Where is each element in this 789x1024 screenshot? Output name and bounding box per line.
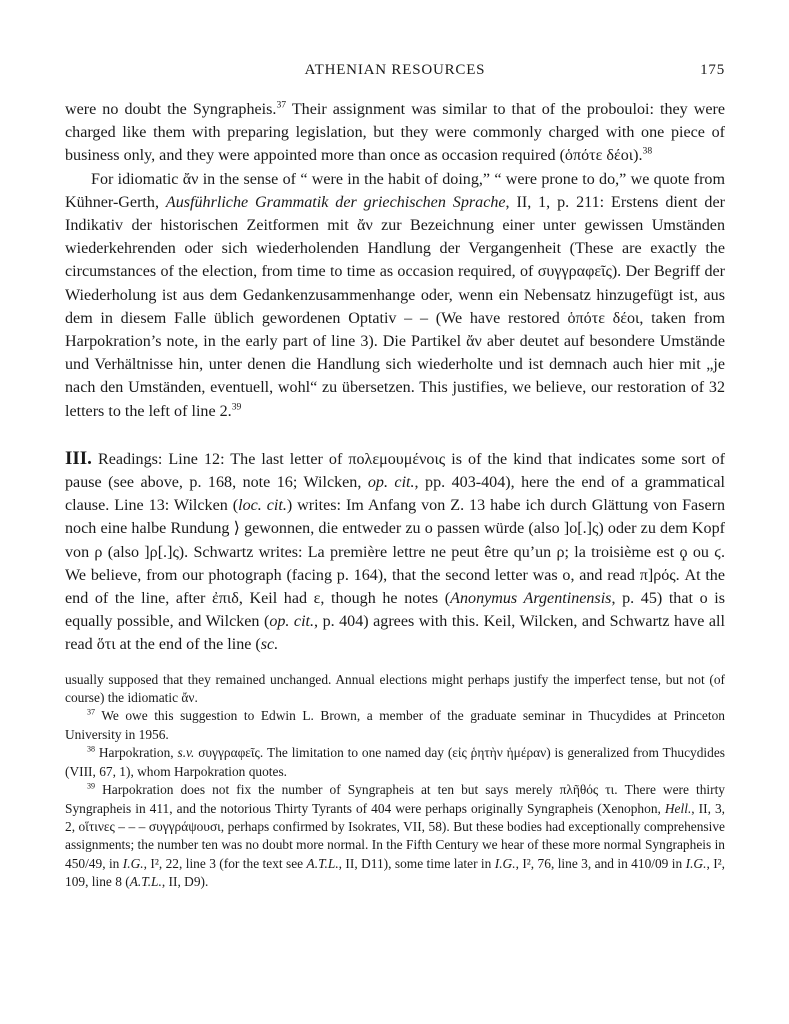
footnote-ref-39: 39 [231, 401, 242, 413]
citation-hell: Hell. [664, 800, 692, 816]
section-gap [65, 423, 725, 447]
footnote-37 [65, 707, 725, 744]
text-run: Harpokration does not fix the number of Syngrapheis at ten but says merely πλῆθός τι. There were thirty Syngrapheis in 411, and the notorious Thirty Tyrants of 404 were perhaps originally Syngrapheis (Xenophon, [65, 782, 725, 816]
footnote-text: We owe this suggestion to Edwin L. Brown, a member of the graduate seminar in Thucydides at Princeton University in 1956. [65, 708, 725, 742]
text-run: , pp. 403-404), here the end of a grammatical clause. Line 13: Wilcken ( [65, 474, 726, 515]
running-header [65, 58, 725, 84]
citation-atl: A.T.L. [306, 855, 339, 871]
text-run: , II, 1, p. 211: Erstens dient der Indikativ der historischen Zeitformen mit ἄν zur Bezeichnung einer unter gewissen Umständen wiederkehrenden oder sich wiederholenden Handlung der Vergangenheit (These are exactly the circumstances of the election, from time to time as occasion required, of συγγραφεῖς). Der Begriff der Wiederholung ist aus dem Gedankenzusammenhange oder, wenn ein Nebensatz hinzugefügt ist, aus dem in diesem Falle üblich gewordenen Optativ – – (We have restored ὁπότε δέοι, taken from Harpokration’s note, in the early part of line 3). Die Partikel ἄν aber deutet auf besondere Umstände und Verhältnisse hin, unter denen die Handlung sich wiederholte und ist demnach auch hier mit „je nach den Umständen, eventuell, wohl“ zu übersetzen. This justifies, we believe, our restoration of 32 letters to the left of line 2. [65, 193, 725, 420]
footnote-number: 37 [87, 708, 96, 718]
footnote-number: 38 [87, 744, 96, 754]
running-title: ATHENIAN RESOURCES [304, 62, 486, 78]
citation-atl: A.T.L. [129, 874, 162, 890]
text-run: ) writes: Im Anfang von Z. 13 habe ich durch Glättung von Fasern noch eine halbe Rundung ⟩ gewonnen, die entweder zu ο passen würde (also ]ο[.]ς) oder zu dem Kopf von ρ (also ]ρ[.]ς). Schwartz writes: La première lettre ne peut être qu’un ρ; la troisième est ϙ ou ϛ. We believe, from our photograph (facing p. 164), that the second letter was ο, and read π]ρός. At the end of the line, after ἐπιδ, Keil had ε, though he notes ( [65, 497, 725, 608]
text-run: , II, D9). [161, 874, 209, 890]
text-run: , I², 76, line 3, and in 410/09 in [515, 855, 686, 871]
footnote-ref-37: 37 [276, 99, 287, 111]
text-run: , p. 404) agrees with this. Keil, Wilcken, and Schwartz have all read ὅτι at the end of the line ( [65, 613, 725, 654]
citation-sc: sc. [260, 636, 279, 654]
citation-op-cit: op. cit. [269, 613, 315, 631]
paragraph-3 [65, 447, 725, 657]
paragraph-2 [65, 168, 725, 423]
citation-anonymus: Anonymus Argentinensis [450, 590, 612, 608]
text-run: Harpokration, [95, 745, 178, 761]
text-run: Readings: Line 12: The last letter of πολεμουμένοις is of the kind that indicates some sort of pause (see above, p. 168, note 16; Wilcken, [65, 450, 725, 492]
text-run: , p. 45) that ο is equally possible, and Wilcken ( [65, 590, 725, 631]
text-run: , II, D11), some time later in [338, 855, 495, 871]
footnote-number: 39 [87, 781, 96, 791]
footnote-ref-38: 38 [642, 146, 653, 158]
text-run: , I², 109, line 8 ( [65, 855, 726, 890]
citation-loc-cit: loc. cit. [238, 497, 287, 515]
paragraph-1 [65, 98, 725, 168]
text-run: συγγραφεῖς. The limitation to one named day (εἰς ῥητὴν ἡμέραν) is generalized from Thucydides (VIII, 67, 1), whom Harpokration quotes. [65, 745, 725, 779]
footnote-38 [65, 744, 725, 781]
text-run: were no doubt the Syngrapheis. [65, 101, 277, 118]
citation-ig: I.G. [685, 855, 707, 871]
text-run: For idiomatic ἄν in the sense of “ were in the habit of doing,” “ were prone to do,” we quote from Kühner-Gerth, [65, 170, 725, 211]
text-run: , I², 22, line 3 (for the text see [143, 855, 307, 871]
text-run: Their assignment was similar to that of the probouloi: they were charged like them with preparing legislation, but they were commonly charged with one piece of business only, and they were appointed more than once as occasion required (ὁπότε δέοι). [65, 101, 725, 165]
footnote-continuation: usually supposed that they remained unchanged. Annual elections might perhaps justify the imperfect tense, but not (of course) the idiomatic ἄν. [65, 671, 725, 706]
page [65, 58, 725, 892]
section-heading: III. [65, 447, 92, 469]
page-number: 175 [700, 62, 725, 78]
text-run: , II, 3, 2, οἵτινες – – – συγγράψουσι, perhaps confirmed by Isokrates, VII, 58). But these bodies had exceptionally comprehensive assignments; the number ten was no doubt more normal. In the Fifth Century we hear of these more normal Syngrapheis in 450/49, in [65, 800, 725, 871]
book-title: Ausführliche Grammatik der griechischen Sprache [165, 193, 506, 211]
citation-ig: I.G. [494, 855, 516, 871]
footnote-39 [65, 781, 725, 891]
main-text [65, 98, 725, 657]
citation-sv: s.v. [177, 745, 195, 761]
citation-ig: I.G. [122, 855, 144, 871]
footnotes [65, 671, 725, 892]
citation-op-cit: op. cit. [367, 474, 415, 492]
